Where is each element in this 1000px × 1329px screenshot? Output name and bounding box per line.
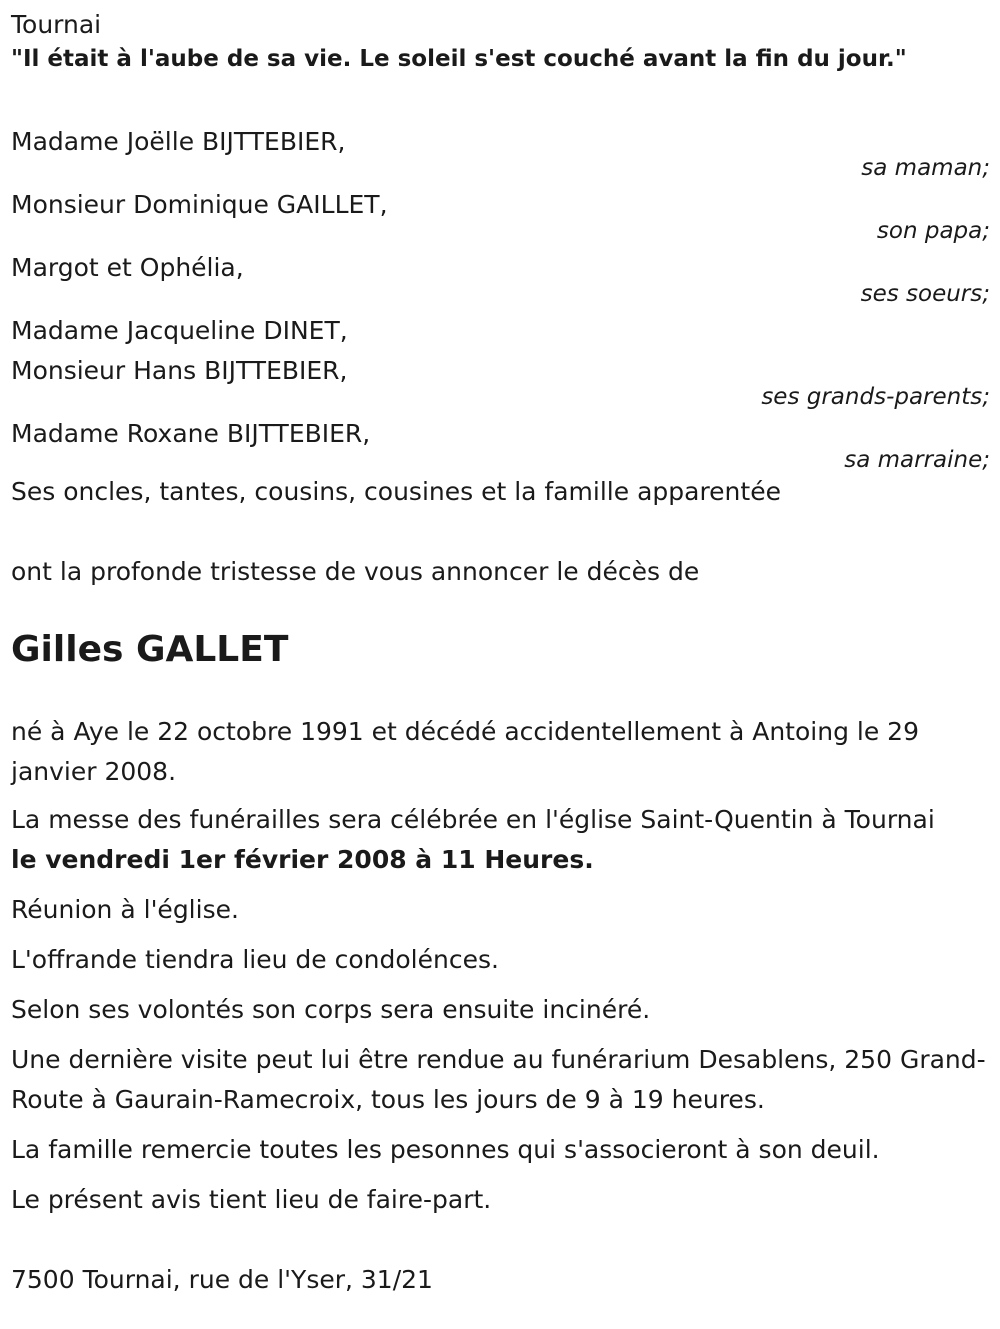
family-member-name: Madame Joëlle BIJTTEBIER,	[11, 127, 346, 156]
thanks-info: La famille remercie toutes les pesonnes qui s'associeront à son deuil.	[11, 1135, 880, 1164]
family-member-name: Madame Jacqueline DINET,	[11, 316, 348, 345]
family-member-name: Madame Roxane BIJTTEBIER,	[11, 419, 371, 448]
family-member-name: Margot et Ophélia,	[11, 253, 244, 282]
offering-info: L'offrande tiendra lieu de condolénces.	[11, 945, 499, 974]
funeral-mass-location: La messe des funérailles sera célébrée en l'église Saint-Quentin à Tournai	[11, 805, 935, 834]
family-relation: son papa;	[876, 218, 990, 244]
obituary-notice	[11, 8, 991, 1300]
notice-info: Le présent avis tient lieu de faire-part.	[11, 1185, 492, 1214]
family-member-name: Monsieur Dominique GAILLET,	[11, 190, 388, 219]
funeral-mass-date: le vendredi 1er février 2008 à 11 Heures.	[11, 845, 594, 874]
family-member-name: Monsieur Hans BIJTTEBIER,	[11, 356, 348, 385]
family-relation: sa maman;	[861, 155, 990, 181]
birth-death-info: né à Aye le 22 octobre 1991 et décédé accidentellement à Antoing le 29 janvier 2008.	[11, 717, 919, 786]
meeting-info: Réunion à l'église.	[11, 895, 239, 924]
family-relation: ses grands-parents;	[761, 384, 990, 410]
visit-info: Une dernière visite peut lui être rendue au funérarium Desablens, 250 Grand-Route à Gaurain-Ramecroix, tous les jours de 9 à 19 heures.	[11, 1045, 986, 1114]
quote: "Il était à l'aube de sa vie. Le soleil s'est couché avant la fin du jour."	[11, 46, 907, 72]
deceased-name: Gilles GALLET	[11, 629, 289, 670]
city-heading: Tournai	[11, 10, 102, 39]
family-address: 7500 Tournai, rue de l'Yser, 31/21	[11, 1265, 433, 1294]
funeral-mass-info	[11, 800, 991, 880]
family-relation: ses soeurs;	[860, 281, 990, 307]
announcement: ont la profonde tristesse de vous annoncer le décès de	[11, 557, 700, 586]
family-relation: sa marraine;	[844, 447, 990, 473]
extended-family: Ses oncles, tantes, cousins, cousines et la famille apparentée	[11, 477, 781, 506]
cremation-info: Selon ses volontés son corps sera ensuite incinéré.	[11, 995, 651, 1024]
